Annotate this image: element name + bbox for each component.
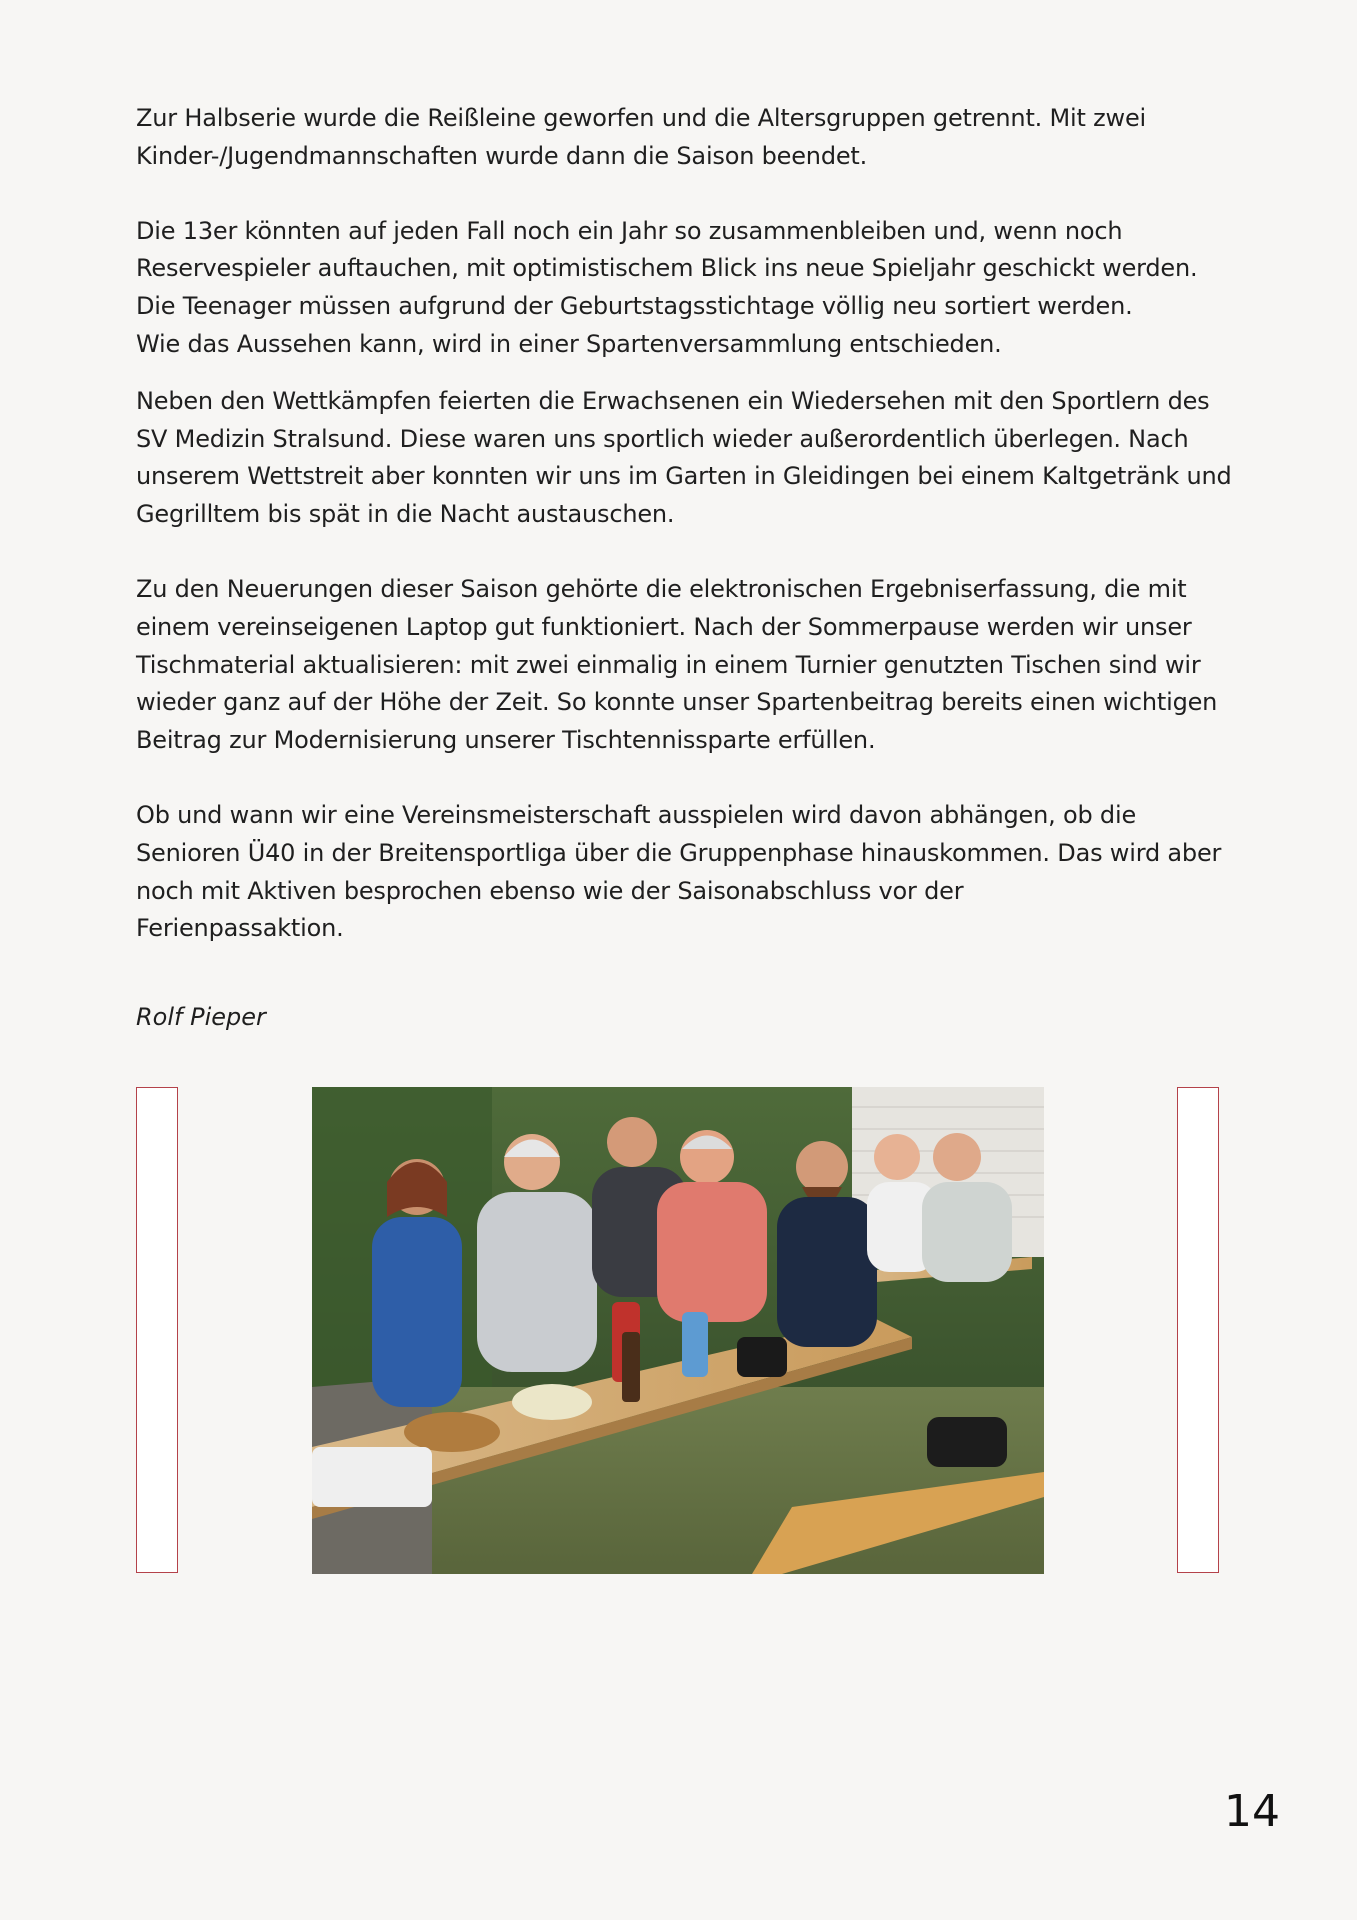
- text-line: Neben den Wettkämpfen feierten die Erwachsenen ein Wiedersehen mit den Sportlern des: [136, 386, 1210, 415]
- text-line: Ferienpassaktion.: [136, 914, 344, 943]
- author-signature: Rolf Pieper: [136, 1003, 266, 1031]
- group-photo: [312, 1087, 1044, 1574]
- page-number: 14: [1224, 1786, 1280, 1837]
- text-line: Zu den Neuerungen dieser Saison gehörte die elektronischen Ergebniserfassung, die mit: [136, 574, 1187, 603]
- text-line: Reservespieler auftauchen, mit optimistischem Blick ins neue Spieljahr geschickt werden.: [136, 254, 1198, 283]
- text-line: wieder ganz auf der Höhe der Zeit. So konnte unser Spartenbeitrag bereits einen wichtigen: [136, 688, 1218, 717]
- text-line: Gegrilltem bis spät in die Nacht austauschen.: [136, 500, 675, 529]
- text-line: Die Teenager müssen aufgrund der Geburtstagsstichtage völlig neu sortiert werden.: [136, 292, 1133, 321]
- text-line: Zur Halbserie wurde die Reißleine geworfen und die Altersgruppen getrennt. Mit zwei: [136, 104, 1146, 132]
- text-line: Beitrag zur Modernisierung unserer Tischtennissparte erfüllen.: [136, 726, 876, 755]
- paragraph-1: [136, 100, 1236, 176]
- left-decorative-frame: [136, 1087, 178, 1573]
- paragraph-2: [136, 213, 1236, 364]
- text-line: noch mit Aktiven besprochen ebenso wie der Saisonabschluss vor der: [136, 876, 964, 905]
- paragraph-5: [136, 797, 1236, 948]
- text-line: unserem Wettstreit aber konnten wir uns im Garten in Gleidingen bei einem Kaltgetränk und: [136, 462, 1232, 491]
- paragraph-3: [136, 383, 1236, 534]
- paragraph-4: [136, 571, 1236, 760]
- article-body: [136, 100, 1236, 948]
- text-line: Tischmaterial aktualisieren: mit zwei einmalig in einem Turnier genutzten Tischen sind wir: [136, 650, 1201, 679]
- right-decorative-frame: [1177, 1087, 1219, 1573]
- text-line: Die 13er könnten auf jeden Fall noch ein Jahr so zusammenbleiben und, wenn noch: [136, 216, 1123, 245]
- text-line: Senioren Ü40 in der Breitensportliga über die Gruppenphase hinauskommen. Das wird aber: [136, 838, 1222, 867]
- text-line: SV Medizin Stralsund. Diese waren uns sportlich wieder außerordentlich überlegen. Nach: [136, 424, 1189, 453]
- text-line: Kinder-/Jugendmannschaften wurde dann die Saison beendet.: [136, 141, 868, 170]
- text-line: Wie das Aussehen kann, wird in einer Spartenversammlung entschieden.: [136, 329, 1002, 358]
- text-line: einem vereinseigenen Laptop gut funktioniert. Nach der Sommerpause werden wir unser: [136, 612, 1192, 641]
- text-line: Ob und wann wir eine Vereinsmeisterschaft ausspielen wird davon abhängen, ob die: [136, 800, 1137, 829]
